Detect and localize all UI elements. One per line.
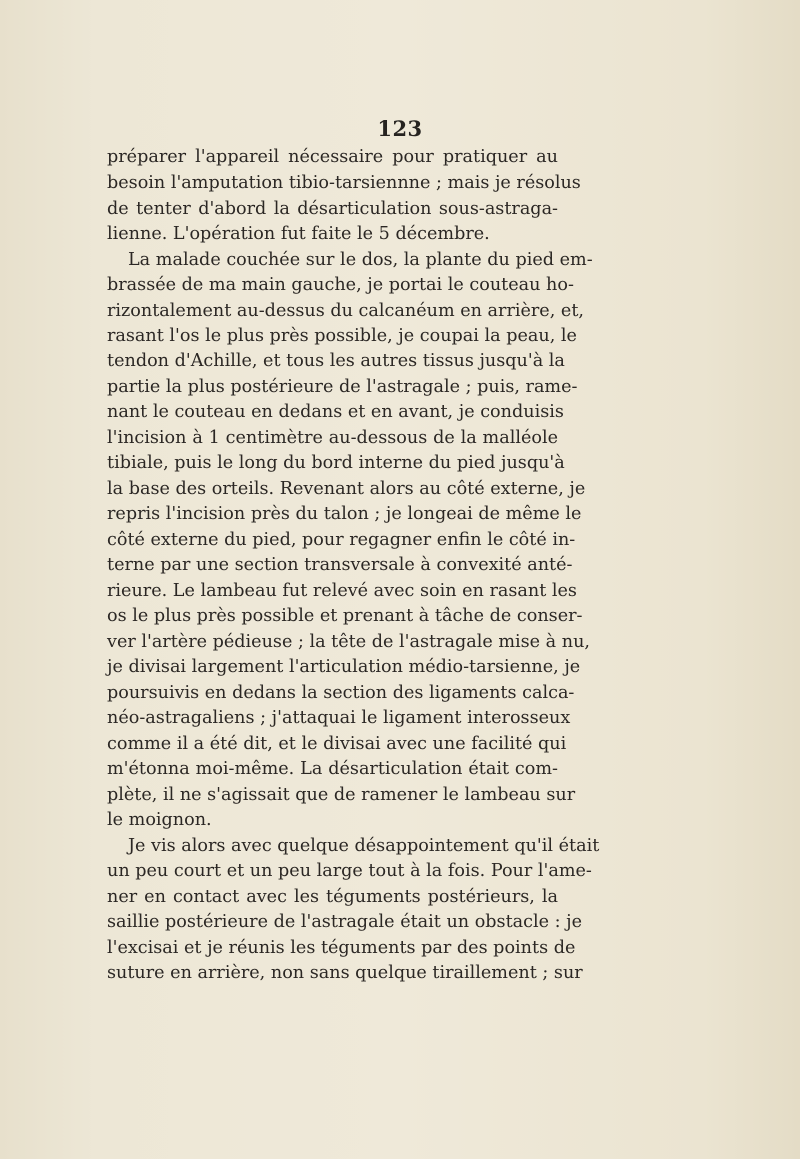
- text-line: de tenter d'abord la désarticulation sous-astraga-: [107, 199, 558, 219]
- text-line: os le plus près possible et prenant à tâche de conser-: [107, 606, 583, 626]
- text-line: saillie postérieure de l'astragale était un obstacle : je: [107, 912, 583, 932]
- text-line: suture en arrière, non sans quelque tiraillement ; sur: [107, 963, 583, 983]
- text-line: le moignon.: [107, 810, 212, 830]
- text-line: nant le couteau en dedans et en avant, je conduisis: [107, 402, 564, 422]
- text-line: terne par une section transversale à convexité anté-: [107, 555, 573, 575]
- text-line: l'incision à 1 centimètre au-dessous de la malléole: [107, 428, 558, 448]
- text-line: ner en contact avec les téguments postérieurs, la: [107, 887, 558, 907]
- text-line: un peu court et un peu large tout à la fois. Pour l'ame-: [107, 861, 592, 881]
- text-line: plète, il ne s'agissait que de ramener le lambeau sur: [107, 785, 576, 805]
- text-line: tibiale, puis le long du bord interne du pied jusqu'à: [107, 453, 565, 473]
- text-line: m'étonna moi-même. La désarticulation était com-: [107, 759, 558, 779]
- text-line: lienne. L'opération fut faite le 5 décembre.: [107, 224, 490, 244]
- paragraph-first-line: Je vis alors avec quelque désappointement qu'il était: [128, 836, 600, 856]
- text-line: comme il a été dit, et le divisai avec une facilité qui: [107, 734, 567, 754]
- text-line: ver l'artère pédieuse ; la tête de l'astragale mise à nu,: [107, 632, 591, 652]
- text-line: poursuivis en dedans la section des ligaments calca-: [107, 683, 575, 703]
- text-line: côté externe du pied, pour regagner enfin le côté in-: [107, 530, 576, 550]
- text-line: rasant l'os le plus près possible, je coupai la peau, le: [107, 326, 577, 346]
- paragraph-first-line: La malade couchée sur le dos, la plante du pied em-: [128, 250, 593, 270]
- text-line: tendon d'Achille, et tous les autres tissus jusqu'à la: [107, 351, 565, 371]
- text-line: brassée de ma main gauche, je portai le couteau ho-: [107, 275, 574, 295]
- text-line: repris l'incision près du talon ; je longeai de même le: [107, 504, 582, 524]
- page-number: 123: [377, 116, 423, 141]
- text-line: la base des orteils. Revenant alors au côté externe, je: [107, 479, 586, 499]
- text-line: rieure. Le lambeau fut relevé avec soin en rasant les: [107, 581, 577, 601]
- text-line: préparer l'appareil nécessaire pour pratiquer au: [107, 147, 558, 167]
- text-line: je divisai largement l'articulation médio-tarsienne, je: [107, 657, 581, 677]
- text-line: besoin l'amputation tibio-tarsiennne ; mais je résolus: [107, 173, 581, 193]
- text-line: l'excisai et je réunis les téguments par des points de: [107, 938, 576, 958]
- text-line: rizontalement au-dessus du calcanéum en arrière, et,: [107, 301, 584, 321]
- text-line: partie la plus postérieure de l'astragale ; puis, rame-: [107, 377, 578, 397]
- text-line: néo-astragaliens ; j'attaquai le ligament interosseux: [107, 708, 571, 728]
